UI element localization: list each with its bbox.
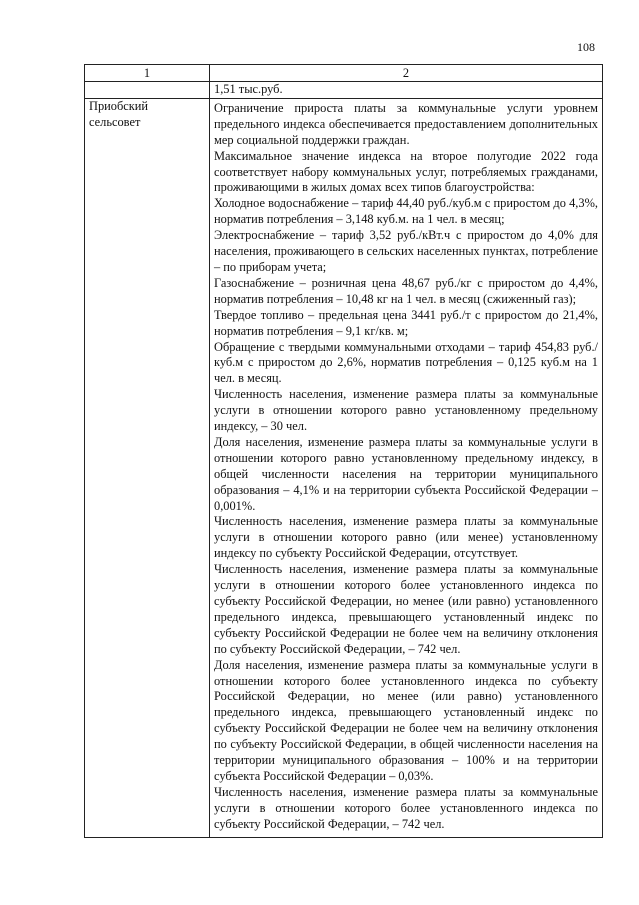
column-header-2: 2 — [210, 65, 603, 82]
paragraph-population-more: Численность населения, изменение размера платы за коммунальные услуги в отношении которого более установленного индекса по субъекту Российской Федерации, – 742 чел. — [214, 784, 598, 831]
paragraph-population-equal: Численность населения, изменение размера платы за коммунальные услуги в отношении которого равно установленному предельному индексу, – 30 чел. — [214, 387, 598, 434]
table-row-region — [85, 98, 603, 837]
table-header-row — [85, 65, 603, 82]
paragraph-solid-waste: Обращение с твердыми коммунальными отходами – тариф 454,83 руб./куб.м с приростом до 2,6%, норматив потребления – 0,125 куб.м на 1 чел. в месяц. — [214, 339, 598, 386]
region-name-line1: Приобский — [89, 98, 149, 113]
paragraph-cold-water: Холодное водоснабжение – тариф 44,40 руб./куб.м с приростом до 4,3%, норматив потребления – 3,148 куб.м. на 1 чел. в месяц; — [214, 196, 598, 227]
paragraph-max-index: Максимальное значение индекса на второе полугодие 2022 года соответствует набору коммунальных услуг, потребляемых гражданами, проживающими в жилых домах всех типов благоустройства: — [214, 148, 598, 195]
region-name-cell — [85, 98, 210, 837]
paragraph-electricity: Электроснабжение – тариф 3,52 руб./кВт.ч с приростом до 4,0% для населения, проживающего в сельских населенных пунктах, потребление – по приборам учета; — [214, 228, 598, 274]
paragraph-gas: Газоснабжение – розничная цена 48,67 руб./кг с приростом до 4,4%, норматив потребления – 10,48 кг на 1 чел. в месяц (сжиженный газ); — [214, 275, 598, 306]
data-table — [84, 64, 603, 838]
table-row-continuation — [85, 82, 603, 99]
column-header-1: 1 — [85, 65, 210, 82]
paragraph-share-equal: Доля населения, изменение размера платы за коммунальные услуги в отношении которого равно установленному предельному индексу, в общей численности населения на территории муниципального образования – 4,1% и на территории субъекта Российской Федерации – 0,001%. — [214, 434, 598, 513]
paragraph-share-between: Доля населения, изменение размера платы за коммунальные услуги в отношении которого более установленного индекса по субъекту Российской Федерации, но менее (или равно) установленного предельного индекса, превышающего установленный индекс по субъекту Российской Федерации не более чем на величину отклонения по субъекту Российской Федерации, в общей численности населения на территории муниципального образования – 100% и на территории субъекта Российской Федерации – 0,03%. — [214, 657, 598, 783]
paragraph-limit-growth: Ограничение прироста платы за коммунальные услуги уровнем предельного индекса обеспечивается предоставлением дополнительных мер социальной поддержки граждан. — [214, 100, 598, 147]
region-description-cell — [210, 98, 603, 837]
paragraph-population-between: Численность населения, изменение размера платы за коммунальные услуги в отношении которого более установленного индекса по субъекту Российской Федерации, но менее (или равно) установленного предельного индекса, превышающего установленный индекс по субъекту Российской Федерации не более чем на величину отклонения по субъекту Российской Федерации, – 742 чел. — [214, 562, 598, 656]
empty-cell — [85, 82, 210, 99]
region-name-line2: сельсовет — [89, 114, 141, 129]
continuation-text: 1,51 тыс.руб. — [210, 82, 603, 99]
paragraph-solid-fuel: Твердое топливо – предельная цена 3441 руб./т с приростом до 21,4%, норматив потребления – 9,1 кг/кв. м; — [214, 307, 598, 338]
paragraph-population-less: Численность населения, изменение размера платы за коммунальные услуги в отношении которого равно (или менее) установленному индексу по субъекту Российской Федерации, отсутствует. — [214, 514, 598, 561]
page-number: 108 — [577, 40, 595, 54]
